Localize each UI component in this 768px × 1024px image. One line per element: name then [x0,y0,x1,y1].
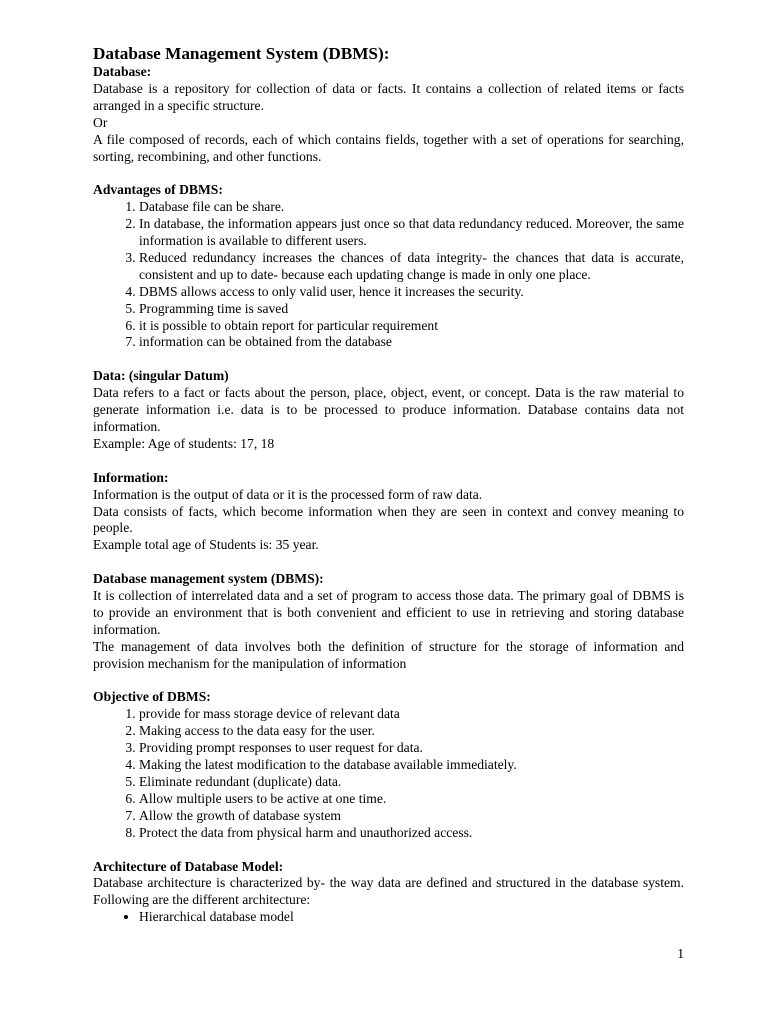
list-item: 5. Programming time is saved [139,301,684,318]
list-item: 4. DBMS allows access to only valid user, hence it increases the security. [139,284,684,301]
list-item: 7. information can be obtained from the database [139,334,684,351]
list-item: 2. Making access to the data easy for the user. [139,723,684,740]
architecture-bullet-list [93,909,684,926]
list-item: 1. Database file can be share. [139,199,684,216]
list-item: • Hierarchical database model [139,909,684,926]
advantages-heading: Advantages of DBMS: [93,182,223,198]
list-item: 4. Making the latest modification to the database available immediately. [139,757,684,774]
advantages-list [93,199,684,351]
architecture-heading: Architecture of Database Model: [93,858,284,874]
list-item: 8. Protect the data from physical harm and unauthorized access. [139,825,684,842]
architecture-paragraph-1: Database architecture is characterized by- the way data are defined and structured in the database system. Following are the different architecture: [93,875,684,908]
information-paragraph-2: Data consists of facts, which become information when they are seen in context and convey meaning to people. [93,503,684,536]
data-heading: Data: (singular Datum) [93,368,229,384]
section-information [93,470,684,555]
database-heading: Database: [93,64,152,79]
information-heading: Information: [93,469,169,485]
list-item: 3. Providing prompt responses to user request for data. [139,740,684,757]
section-data [93,368,684,453]
section-advantages [93,182,684,351]
information-paragraph-3: Example total age of Students is: 35 year. [93,537,319,553]
database-paragraph-1: Database is a repository for collection of data or facts. It contains a collection of related items or facts arranged in a specific structure. [93,80,684,113]
document-page [93,44,684,926]
objective-list [93,706,684,841]
section-architecture [93,859,684,927]
data-paragraph-2: Example: Age of students: 17, 18 [93,435,275,451]
dbms-heading: Database management system (DBMS): [93,571,324,587]
list-item: 3. Reduced redundancy increases the chances of data integrity- the chances that data is accurate, consistent and up to date- because each updating change is made in only one place. [139,250,684,284]
list-item: 5. Eliminate redundant (duplicate) data. [139,774,684,791]
data-paragraph-1: Data refers to a fact or facts about the person, place, object, event, or concept. Data is the raw material to generate information i.e. data is to be processed to produce information. Database contains data not information. [93,385,684,434]
document-title: Database Management System (DBMS): [93,44,390,63]
dbms-paragraph-2: The management of data involves both the definition of structure for the storage of information and provision mechanism for the manipulation of information [93,638,684,671]
list-item: 7. Allow the growth of database system [139,808,684,825]
page-number: 1 [677,946,684,961]
section-dbms [93,571,684,672]
list-item: 6. Allow multiple users to be active at one time. [139,791,684,808]
objective-heading: Objective of DBMS: [93,689,211,705]
list-item: 6. it is possible to obtain report for particular requirement [139,318,684,335]
section-objective [93,689,684,841]
list-item: 1. provide for mass storage device of relevant data [139,706,684,723]
database-or: Or [93,114,108,130]
dbms-paragraph-1: It is collection of interrelated data and a set of program to access those data. The primary goal of DBMS is to provide an environment that is both convenient and efficient to use in retrieving and storing database information. [93,588,684,637]
database-paragraph-2: A file composed of records, each of which contains fields, together with a set of operations for searching, sorting, recombining, and other functions. [93,131,684,164]
section-database [93,64,684,165]
information-paragraph-1: Information is the output of data or it is the processed form of raw data. [93,486,483,502]
list-item: 2. In database, the information appears just once so that data redundancy reduced. Moreover, the same information is available to different users. [139,216,684,250]
